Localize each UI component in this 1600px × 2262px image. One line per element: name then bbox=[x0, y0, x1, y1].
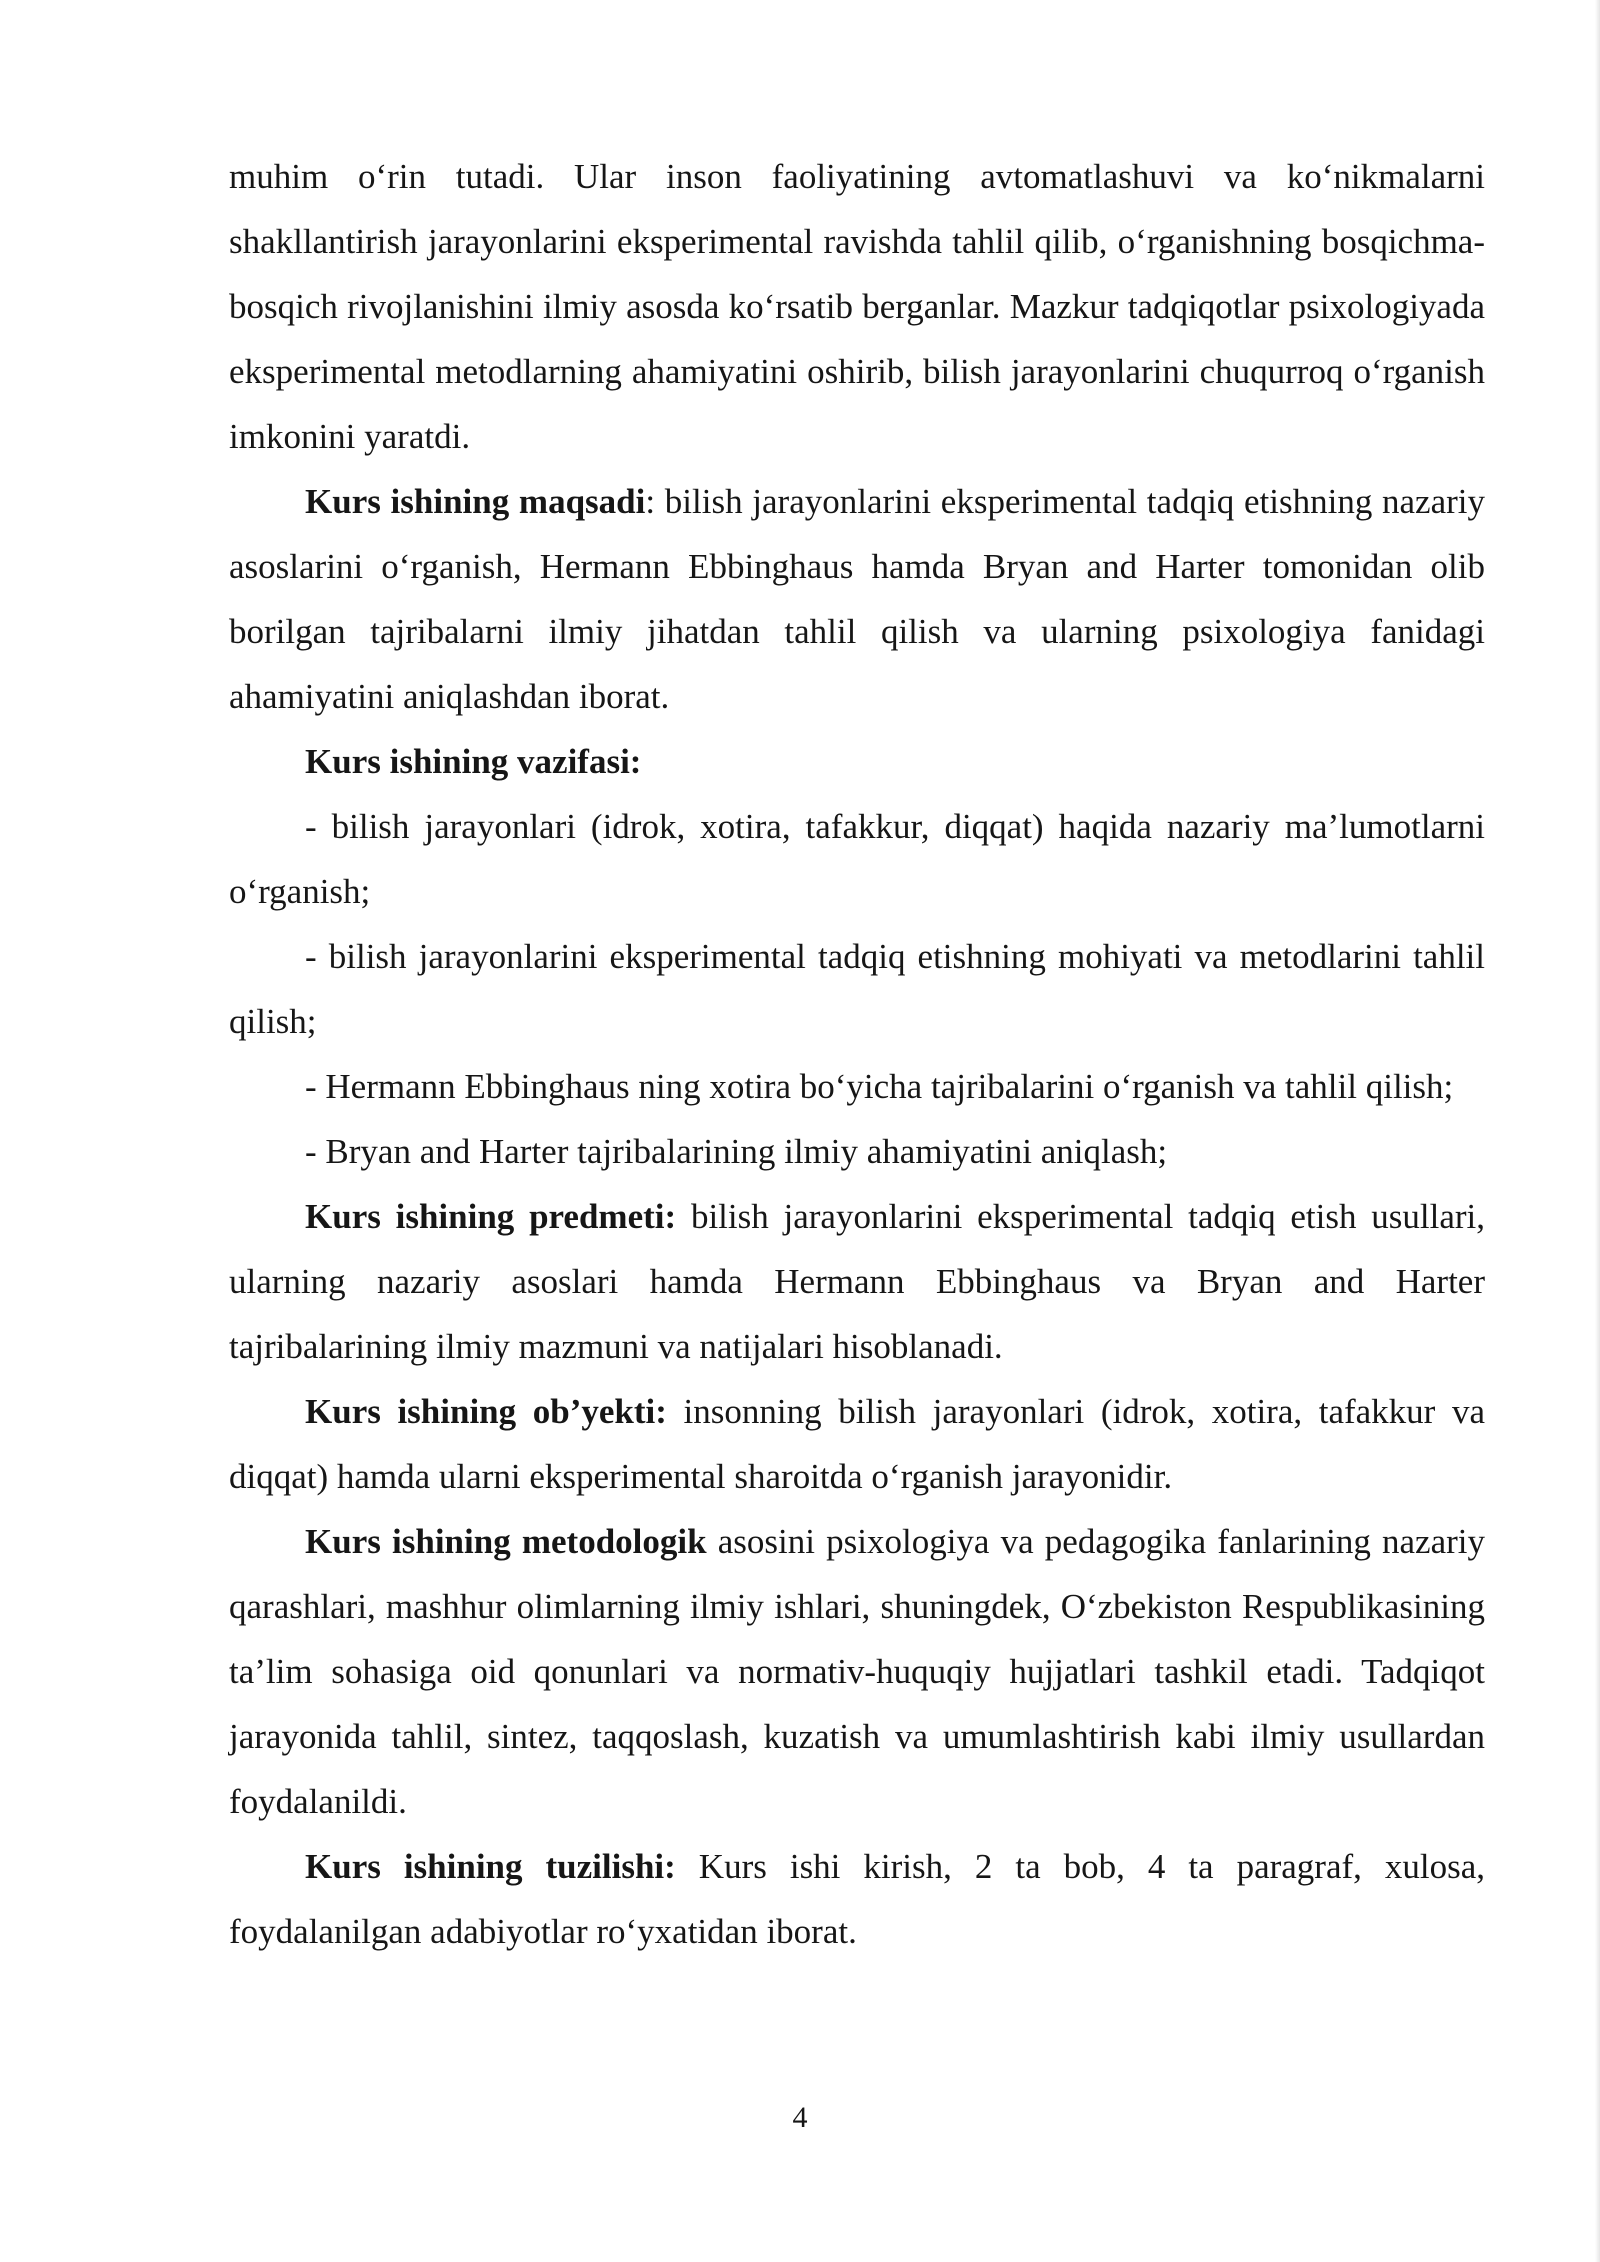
task-item: - Bryan and Harter tajribalarining ilmiy ahamiyatini aniqlash; bbox=[305, 1132, 1168, 1171]
object-paragraph bbox=[229, 1379, 1485, 1509]
task-item: - bilish jarayonlarini eksperimental tadqiq etishning mohiyati va metodlarini tahlil qilish; bbox=[229, 937, 1485, 1041]
tasks-label: Kurs ishining vazifasi: bbox=[305, 742, 642, 781]
tasks-heading bbox=[229, 729, 1485, 794]
page-edge-shadow bbox=[1595, 0, 1600, 2262]
task-item: - bilish jarayonlari (idrok, xotira, tafakkur, diqqat) haqida nazariy ma’lumotlarni o‘rganish; bbox=[229, 807, 1485, 911]
methodology-text: asosini psixologiya va pedagogika fanlarining nazariy qarashlari, mashhur olimlarning ilmiy ishlari, shuningdek, O‘zbekiston Respublikasining ta’lim sohasiga oid qonunlari va normativ-huquqiy hujjatlari tashkil etadi. Tadqiqot jarayonida tahlil, sintez, taqqoslash, kuzatish va umumlashtirish kabi ilmiy usullardan foydalanildi. bbox=[229, 1522, 1485, 1821]
methodology-label: Kurs ishining metodologik bbox=[305, 1522, 707, 1561]
structure-label: Kurs ishining tuzilishi: bbox=[305, 1847, 676, 1886]
goal-paragraph bbox=[229, 469, 1485, 729]
methodology-paragraph bbox=[229, 1509, 1485, 1834]
structure-paragraph bbox=[229, 1834, 1485, 1964]
task-item: - Hermann Ebbinghaus ning xotira bo‘yicha tajribalarini o‘rganish va tahlil qilish; bbox=[305, 1067, 1454, 1106]
subject-text: bilish jarayonlarini eksperimental tadqiq etish usullari, ularning nazariy asoslari hamda Hermann Ebbinghaus va Bryan and Harter tajribalarining ilmiy mazmuni va natijalari hisoblanadi. bbox=[229, 1197, 1485, 1366]
object-text: insonning bilish jarayonlari (idrok, xotira, tafakkur va diqqat) hamda ularni eksperimental sharoitda o‘rganish jarayonidir. bbox=[229, 1392, 1485, 1496]
object-label: Kurs ishining ob’yekti: bbox=[305, 1392, 667, 1431]
page-number: 4 bbox=[792, 2101, 808, 2134]
goal-label: Kurs ishining maqsadi bbox=[305, 482, 646, 521]
goal-text: : bilish jarayonlarini eksperimental tadqiq etishning nazariy asoslarini o‘rganish, Hermann Ebbinghaus hamda Bryan and Harter tomonidan olib borilgan tajribalarni ilmiy jihatdan tahlil qilish va ularning psixologiya fanidagi ahamiyatini aniqlashdan iborat. bbox=[229, 482, 1486, 716]
subject-paragraph bbox=[229, 1184, 1485, 1379]
page-body bbox=[229, 144, 1485, 1964]
subject-label: Kurs ishining predmeti: bbox=[305, 1197, 677, 1236]
intro-paragraph: muhim o‘rin tutadi. Ular inson faoliyatining avtomatlashuvi va ko‘nikmalarni shakllantirish jarayonlarini eksperimental ravishda tahlil qilib, o‘rganishning bosqichma-bosqich rivojlanishini ilmiy asosda ko‘rsatib berganlar. Mazkur tadqiqotlar psixologiyada eksperimental metodlarning ahamiyatini oshirib, bilish jarayonlarini chuqurroq o‘rganish imkonini yaratdi. bbox=[229, 157, 1485, 456]
structure-text: Kurs ishi kirish, 2 ta bob, 4 ta paragraf, xulosa, foydalanilgan adabiyotlar ro‘yxatidan iborat. bbox=[229, 1847, 1486, 1951]
